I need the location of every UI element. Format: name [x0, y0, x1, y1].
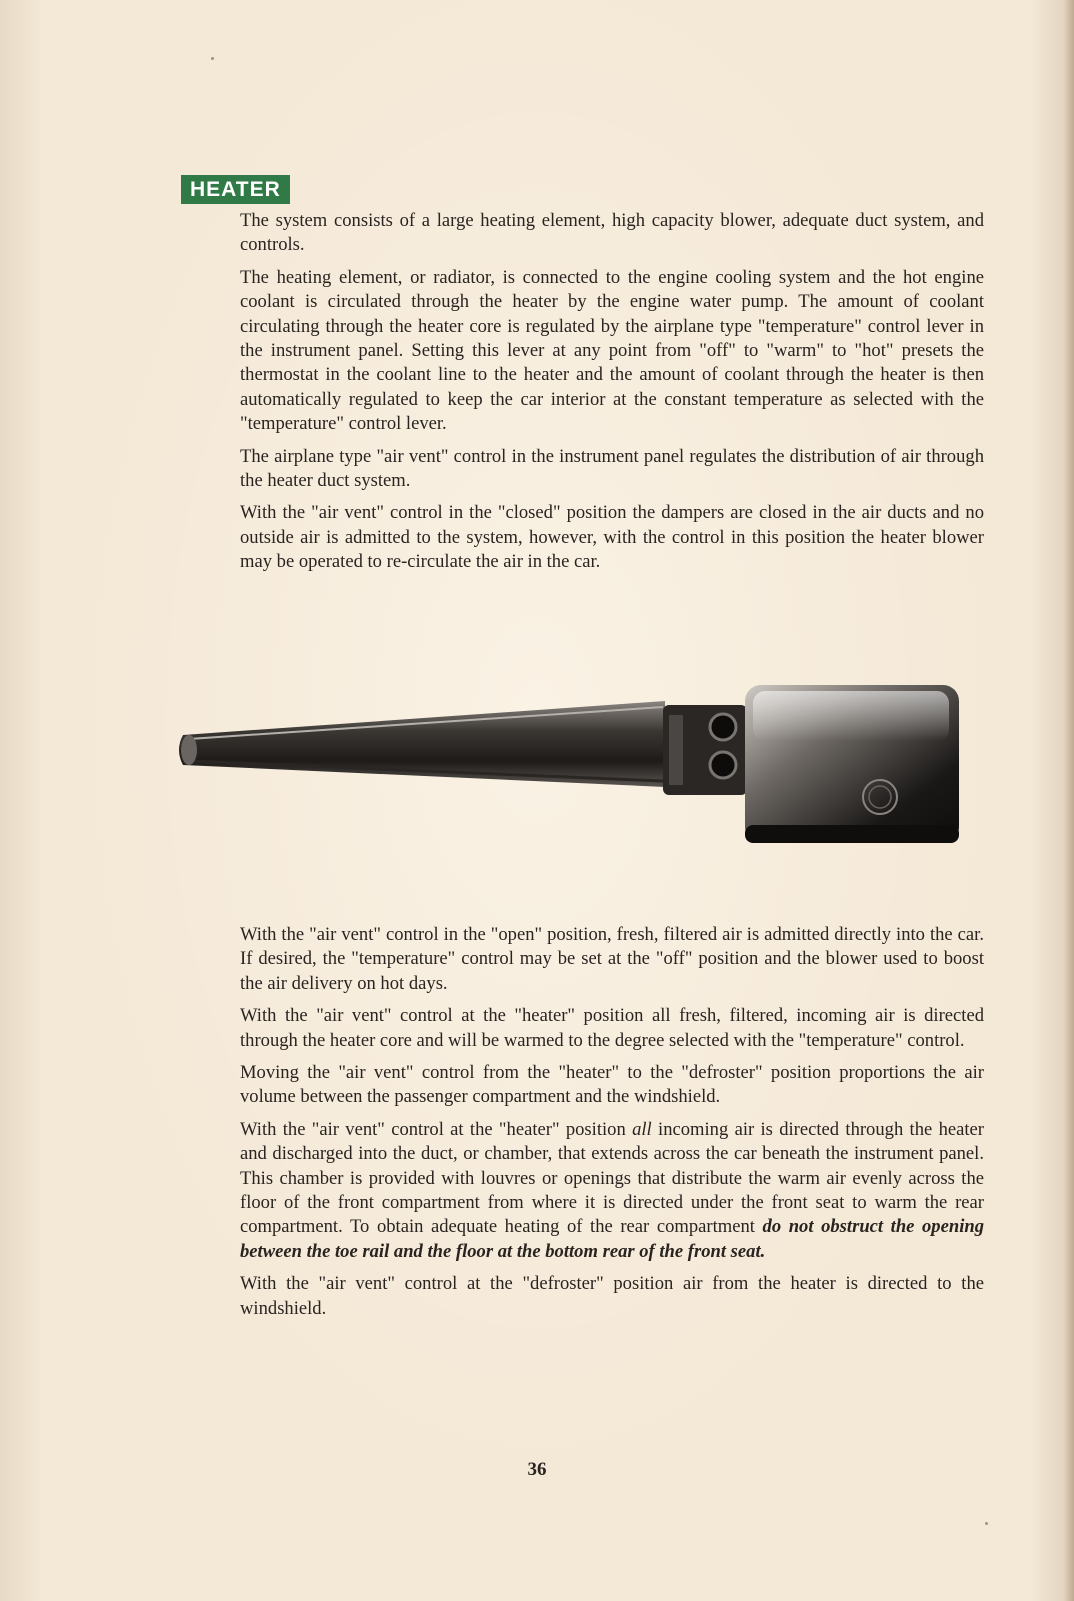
- emphasis-all: all: [632, 1118, 652, 1140]
- heater-duct: [179, 701, 665, 787]
- text-block-bottom: [240, 923, 984, 1329]
- paragraph: The heating element, or radiator, is connected to the engine cooling system and the hot engine coolant is circulated through the heater by the engine water pump. The amount of coolant circulating through the heater core is regulated by the airplane type "temperature" control lever in the instrument panel. Setting this lever at any point from "off" to "warm" to "hot" presets the thermostat in the coolant line to the heater and the amount of coolant through the heater is then automatically regulated to keep the car interior at the constant temperature as selected with the "temperature" control lever.: [240, 266, 984, 435]
- paragraph: With the "air vent" control at the "heater" position all fresh, filtered, incoming air is directed through the heater core and will be warmed to the degree selected with the "temperature" control.: [240, 1005, 984, 1051]
- page-number: 36: [527, 1459, 547, 1480]
- paragraph: With the "air vent" control in the "closed" position the dampers are closed in the air ducts and no outside air is admitted to the system, however, with the control in this position the heater blower may be operated to re-circulate the air in the car.: [240, 502, 984, 573]
- paper-speck: [211, 57, 214, 60]
- paper-speck: [985, 1522, 988, 1525]
- section-heading: HEATER: [181, 175, 290, 204]
- warning-italic: do not obstruct the opening between the toe rail and the floor at the bottom rear of the front seat.: [240, 1216, 984, 1262]
- text-run: With the "air vent" control at the "heater" position: [240, 1118, 633, 1140]
- paragraph: The system consists of a large heating element, high capacity blower, adequate duct system, and controls.: [240, 210, 984, 256]
- paragraph-all-incoming: [240, 1118, 984, 1264]
- paragraph: Moving the "air vent" control from the "heater" to the "defroster" position proportions the air volume between the passenger compartment and the windshield.: [240, 1062, 984, 1108]
- text-block-top: [240, 209, 984, 583]
- heater-unit-photo: [175, 685, 995, 885]
- page-edge-shadow: [1064, 0, 1074, 1601]
- paragraph: The airplane type "air vent" control in the instrument panel regulates the distribution of air through the heater duct system.: [240, 445, 984, 492]
- blower-housing: [663, 705, 747, 795]
- heater-core-box: [745, 685, 959, 843]
- paragraph: With the "air vent" control at the "defroster" position air from the heater is directed to the windshield.: [240, 1273, 984, 1319]
- text-run: incoming air is directed through the heater and discharged into the duct, or chamber, that extends across the car beneath the instrument panel. This chamber is provided with louvres or openings that distribute the warm air evenly across the floor of the front compartment from where it is directed under the front seat to warm the rear compartment. To obtain adequate heating of the rear compartment: [240, 1118, 984, 1238]
- paragraph: With the "air vent" control in the "open" position, fresh, filtered air is admitted directly into the car. If desired, the "temperature" control may be set at the "off" position and the blower used to boost the air delivery on hot days.: [240, 924, 984, 994]
